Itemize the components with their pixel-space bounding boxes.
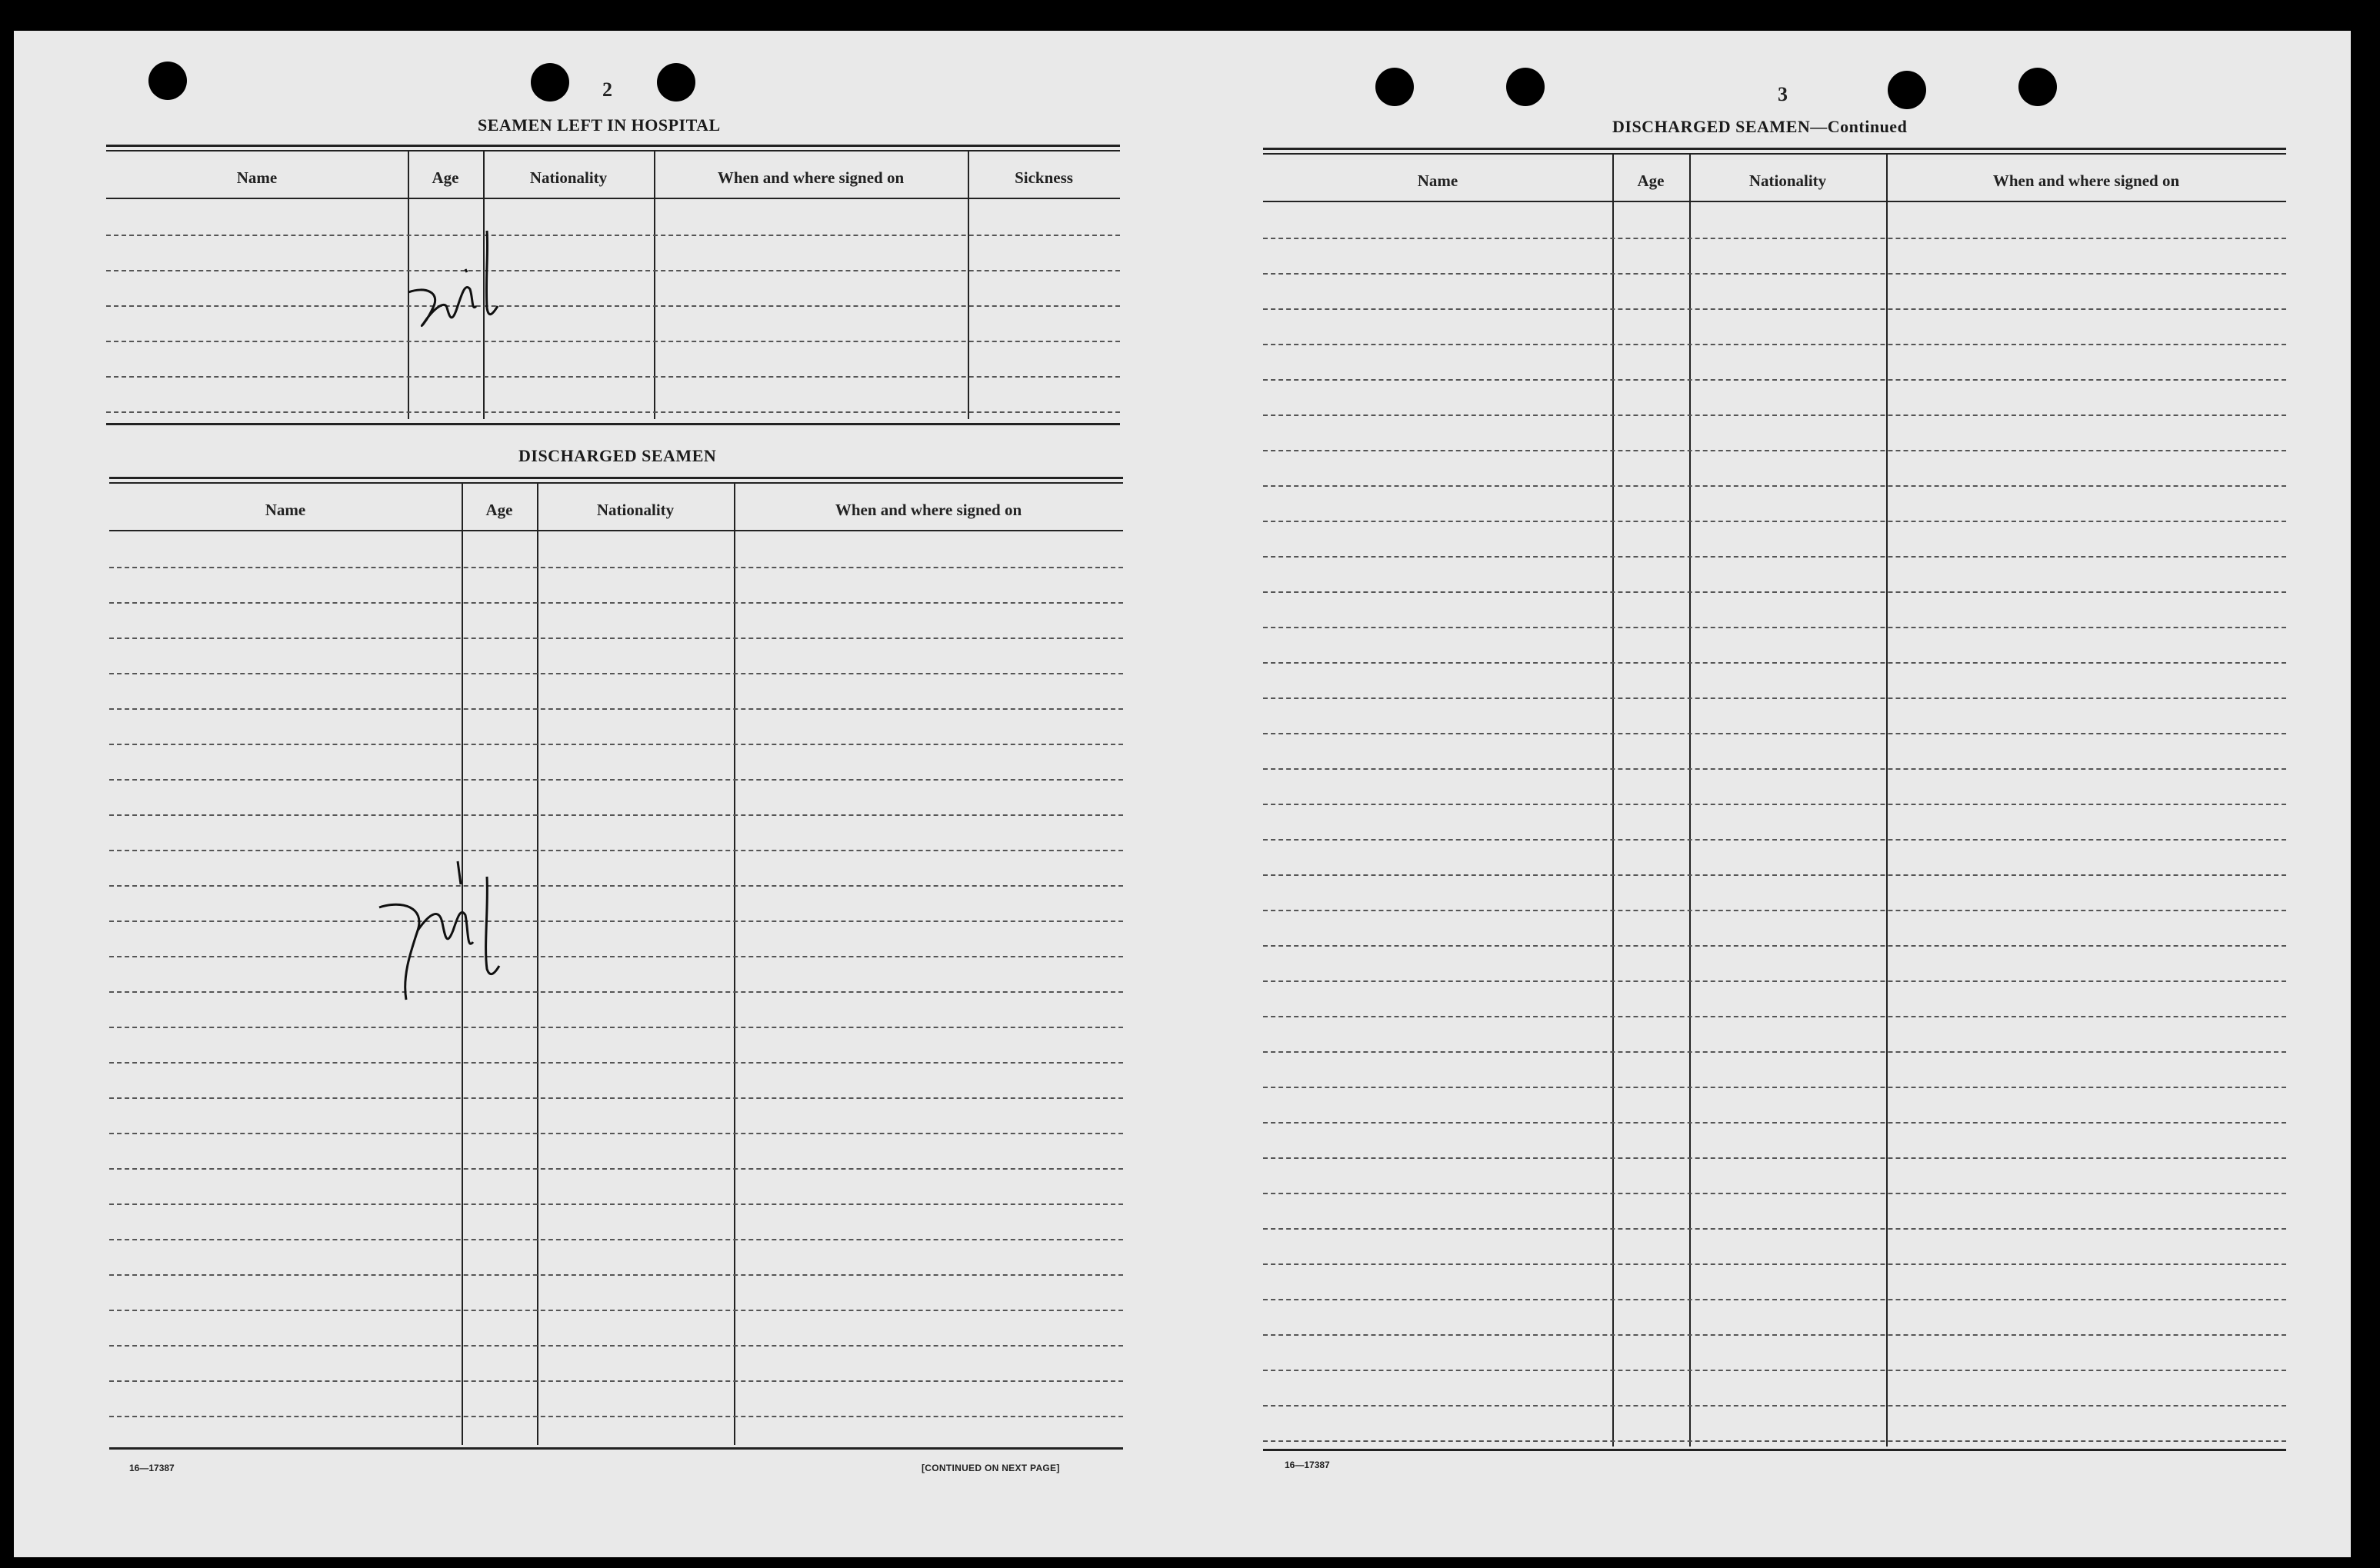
punch-hole <box>148 62 187 100</box>
ruled-row-line <box>1263 910 2286 911</box>
col-header-nationality: Nationality <box>596 501 675 519</box>
ruled-row-line <box>1263 627 2286 628</box>
ruled-row-line <box>1263 521 2286 522</box>
col-header-when-where: When and where signed on <box>835 501 1022 519</box>
section-title-suffix: —Continued <box>1810 117 1908 136</box>
ruled-row-line <box>1263 1263 2286 1265</box>
ruled-row-line <box>1263 414 2286 416</box>
col-header-nationality: Nationality <box>1748 171 1827 190</box>
ruled-row-line <box>1263 485 2286 487</box>
ruled-row-line <box>1263 1228 2286 1230</box>
discharged-section-title: DISCHARGED SEAMEN <box>518 446 717 465</box>
discharged-table-left <box>109 477 1123 1448</box>
ruled-row-line <box>1263 344 2286 345</box>
form-sheet <box>14 31 2351 1557</box>
col-header-age: Age <box>1637 171 1665 190</box>
discharged-table-right <box>1263 148 2286 1450</box>
ruled-row-line <box>109 1062 1123 1064</box>
ruled-row-line <box>1263 733 2286 734</box>
ruled-row-line <box>109 920 1123 922</box>
ruled-row-line <box>109 1097 1123 1099</box>
hospital-table <box>106 145 1120 424</box>
ruled-row-line <box>109 1133 1123 1134</box>
ruled-row-line <box>109 602 1123 604</box>
ruled-row-line <box>109 1345 1123 1347</box>
col-header-name: Name <box>265 501 306 519</box>
ruled-row-line <box>1263 1440 2286 1442</box>
ruled-row-line <box>109 1168 1123 1170</box>
hospital-section-title: SEAMEN LEFT IN HOSPITAL <box>478 115 721 135</box>
ruled-row-line <box>1263 1193 2286 1194</box>
continued-note: [CONTINUED ON NEXT PAGE] <box>922 1463 1060 1473</box>
ruled-row-line <box>1263 591 2286 593</box>
discharged-continued-title <box>1612 117 1907 137</box>
ruled-row-line <box>1263 874 2286 876</box>
ruled-row-line <box>1263 1299 2286 1300</box>
ruled-row-line <box>109 850 1123 851</box>
ruled-row-line <box>109 638 1123 639</box>
ruled-row-line <box>109 1239 1123 1240</box>
page-number-left: 2 <box>602 78 612 101</box>
ruled-row-line <box>109 956 1123 957</box>
page-number-right: 3 <box>1778 83 1788 105</box>
ruled-row-line <box>109 673 1123 674</box>
ruled-row-line <box>109 1380 1123 1382</box>
ruled-row-line <box>109 567 1123 568</box>
ruled-row-line <box>1263 1087 2286 1088</box>
col-header-age: Age <box>485 501 513 519</box>
col-header-sickness: Sickness <box>1015 168 1073 187</box>
ruled-row-line <box>1263 804 2286 805</box>
ruled-row-line <box>109 1310 1123 1311</box>
ruled-row-line <box>1263 556 2286 558</box>
punch-hole <box>1506 68 1545 106</box>
col-header-when-where: When and where signed on <box>1992 171 2180 190</box>
form-code-left: 16—17387 <box>129 1463 175 1473</box>
ruled-row-line <box>109 779 1123 781</box>
ruled-row-line <box>109 814 1123 816</box>
ruled-row-line <box>1263 379 2286 381</box>
ruled-row-line <box>1263 273 2286 275</box>
ruled-row-line <box>1263 1051 2286 1053</box>
punch-hole <box>531 63 569 102</box>
ruled-row-line <box>1263 1405 2286 1407</box>
ruled-row-line <box>1263 308 2286 310</box>
form-code-right: 16—17387 <box>1285 1460 1330 1470</box>
col-header-nationality: Nationality <box>529 168 608 187</box>
ruled-row-line <box>1263 980 2286 982</box>
punch-hole <box>1888 71 1926 109</box>
ruled-row-line <box>109 1274 1123 1276</box>
ruled-row-line <box>1263 1122 2286 1124</box>
ruled-row-line <box>1263 839 2286 841</box>
ruled-row-line <box>109 991 1123 993</box>
ruled-row-line <box>1263 450 2286 451</box>
ruled-row-line <box>1263 1334 2286 1336</box>
col-header-when-where: When and where signed on <box>717 168 905 187</box>
col-header-name: Name <box>236 168 278 187</box>
ruled-row-line <box>1263 1016 2286 1017</box>
ruled-row-line <box>109 885 1123 887</box>
handwritten-nil-signature <box>372 815 556 1015</box>
ruled-row-line <box>109 1203 1123 1205</box>
ruled-row-line <box>1263 1157 2286 1159</box>
punch-hole <box>657 63 695 102</box>
ruled-row-line <box>109 1416 1123 1417</box>
ruled-row-line <box>109 1027 1123 1028</box>
ruled-row-line <box>109 708 1123 710</box>
ruled-row-line <box>1263 768 2286 770</box>
punch-hole <box>1375 68 1414 106</box>
ruled-row-line <box>1263 238 2286 239</box>
ruled-row-line <box>1263 697 2286 699</box>
handwritten-nil-signature <box>402 215 541 338</box>
col-header-age: Age <box>432 168 459 187</box>
ruled-row-line <box>109 744 1123 745</box>
ruled-row-line <box>1263 1370 2286 1371</box>
section-title-text: DISCHARGED SEAMEN <box>1612 117 1811 136</box>
ruled-row-line <box>1263 662 2286 664</box>
col-header-name: Name <box>1417 171 1458 190</box>
punch-hole <box>2018 68 2057 106</box>
ruled-row-line <box>1263 945 2286 947</box>
